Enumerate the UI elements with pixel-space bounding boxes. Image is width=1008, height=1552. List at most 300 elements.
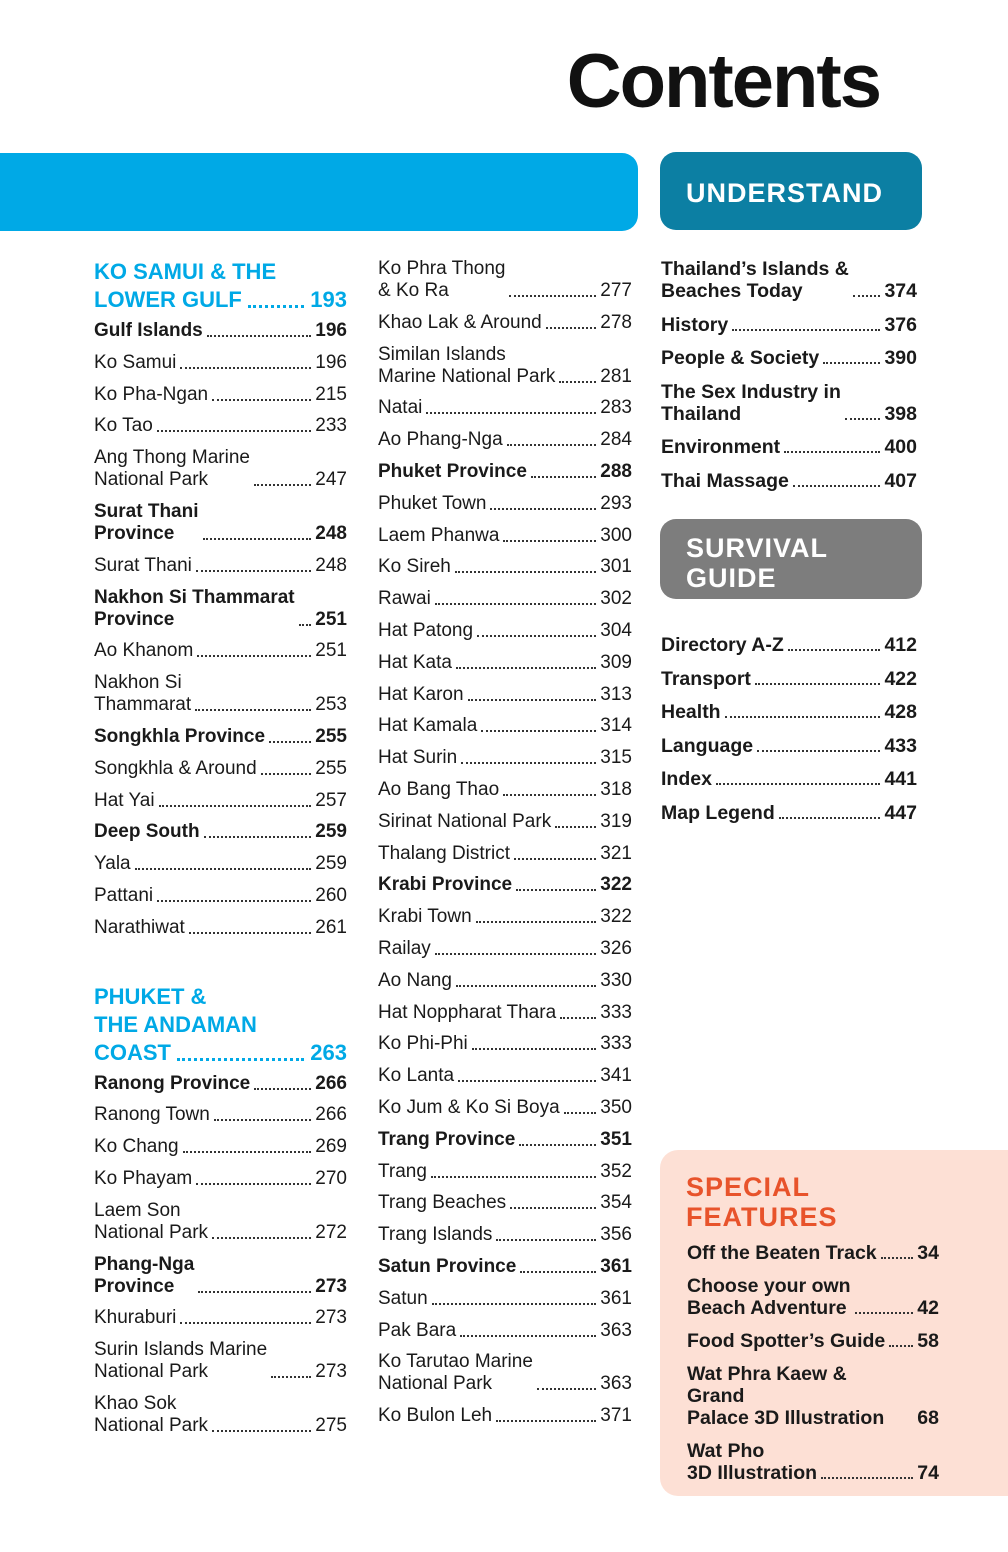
toc-page-number: 319 bbox=[600, 810, 632, 832]
dot-leader bbox=[755, 683, 881, 685]
dot-leader bbox=[510, 1207, 596, 1209]
toc-entry-title: Transport bbox=[661, 667, 751, 690]
toc-entry[interactable] bbox=[378, 779, 632, 801]
toc-entry-title: Narathiwat bbox=[94, 916, 185, 938]
toc-page-number: 196 bbox=[315, 351, 347, 373]
toc-entry-title: Health bbox=[661, 701, 721, 724]
dot-leader bbox=[537, 1388, 596, 1390]
dot-leader bbox=[435, 953, 596, 955]
toc-entry[interactable] bbox=[94, 640, 347, 662]
toc-entry[interactable] bbox=[378, 970, 632, 992]
special-features-list bbox=[687, 1242, 939, 1495]
toc-entry[interactable] bbox=[94, 1254, 347, 1298]
dot-leader bbox=[889, 1345, 913, 1347]
toc-entry[interactable] bbox=[661, 701, 917, 723]
dot-leader bbox=[853, 295, 881, 297]
toc-entry[interactable] bbox=[94, 1200, 347, 1244]
toc-entry[interactable] bbox=[378, 906, 632, 928]
toc-entry-title: Hat Kata bbox=[378, 651, 452, 673]
toc-page-number: 350 bbox=[600, 1096, 632, 1118]
toc-entry[interactable] bbox=[378, 874, 632, 896]
toc-entry-title: Similan Islands Marine National Park bbox=[378, 343, 556, 387]
toc-page-number: 318 bbox=[600, 778, 632, 800]
toc-entry[interactable] bbox=[94, 672, 347, 716]
toc-entry-title: Thalang District bbox=[378, 842, 510, 864]
toc-entry[interactable] bbox=[378, 843, 632, 865]
dot-leader bbox=[509, 295, 596, 297]
toc-entry[interactable] bbox=[378, 429, 632, 451]
section-page-number: 263 bbox=[310, 1039, 347, 1065]
dot-leader bbox=[496, 1239, 596, 1241]
toc-entry[interactable] bbox=[94, 1136, 347, 1158]
toc-page-number: 351 bbox=[600, 1128, 632, 1150]
dot-leader bbox=[196, 570, 311, 572]
toc-entry[interactable] bbox=[378, 811, 632, 833]
dot-leader bbox=[458, 1080, 596, 1082]
dot-leader bbox=[564, 1112, 597, 1114]
toc-page-number: 330 bbox=[600, 969, 632, 991]
toc-entry-title: Ao Bang Thao bbox=[378, 778, 500, 800]
toc-entry[interactable] bbox=[94, 352, 347, 374]
toc-page-number: 412 bbox=[884, 634, 917, 656]
toc-entry[interactable] bbox=[378, 1351, 632, 1395]
toc-entry-title: Ao Phang-Nga bbox=[378, 429, 503, 451]
toc-entry[interactable] bbox=[378, 258, 632, 302]
dot-leader bbox=[559, 381, 596, 383]
toc-entry-title: Ko Lanta bbox=[378, 1065, 455, 1087]
toc-entry[interactable] bbox=[94, 415, 347, 437]
dot-leader bbox=[516, 889, 596, 891]
section-heading-row bbox=[94, 1039, 347, 1067]
dot-leader bbox=[716, 783, 881, 785]
toc-page-number: 248 bbox=[315, 522, 347, 544]
toc-page-number: 322 bbox=[600, 906, 632, 928]
toc-entry-title: Laem Phanwa bbox=[378, 524, 500, 546]
toc-page-number: 441 bbox=[884, 768, 917, 791]
dot-leader bbox=[198, 1291, 311, 1293]
toc-entry[interactable] bbox=[94, 726, 347, 748]
toc-page-number: 356 bbox=[600, 1224, 632, 1246]
toc-page-number: 248 bbox=[315, 554, 347, 576]
toc-entry[interactable] bbox=[687, 1275, 939, 1319]
toc-page-number: 74 bbox=[917, 1462, 939, 1484]
toc-page-number: 275 bbox=[315, 1414, 347, 1436]
toc-page-number: 363 bbox=[600, 1319, 632, 1341]
dot-leader bbox=[845, 418, 881, 420]
toc-page-number: 322 bbox=[600, 874, 632, 896]
toc-entry[interactable] bbox=[661, 634, 917, 656]
toc-entry[interactable] bbox=[94, 1104, 347, 1126]
toc-entry[interactable] bbox=[94, 885, 347, 907]
toc-page-number: 363 bbox=[600, 1373, 632, 1395]
toc-page-number: 269 bbox=[315, 1136, 347, 1158]
toc-entry-title: Pattani bbox=[94, 884, 154, 906]
dot-leader bbox=[460, 1335, 596, 1337]
toc-page-number: 283 bbox=[600, 397, 632, 419]
toc-entry[interactable] bbox=[94, 384, 347, 406]
toc-entry[interactable] bbox=[378, 1192, 632, 1214]
dot-leader bbox=[157, 430, 311, 432]
toc-page-number: 68 bbox=[917, 1407, 939, 1429]
toc-entry[interactable] bbox=[378, 525, 632, 547]
toc-entry-title: Deep South bbox=[94, 821, 200, 843]
toc-entry[interactable] bbox=[378, 1002, 632, 1024]
toc-entry[interactable] bbox=[378, 684, 632, 706]
toc-entry-title: Phuket Town bbox=[378, 492, 487, 514]
toc-entry[interactable] bbox=[94, 1168, 347, 1190]
toc-entry-title: Krabi Town bbox=[378, 906, 472, 928]
toc-entry[interactable] bbox=[94, 917, 347, 939]
dot-leader bbox=[490, 508, 596, 510]
toc-entry[interactable] bbox=[94, 1073, 347, 1095]
dot-leader bbox=[507, 444, 597, 446]
toc-entry-title: Trang bbox=[378, 1160, 427, 1182]
toc-entry[interactable] bbox=[661, 347, 917, 369]
dot-leader bbox=[197, 655, 311, 657]
dot-leader bbox=[531, 476, 596, 478]
toc-entry[interactable] bbox=[94, 853, 347, 875]
toc-page-number: 273 bbox=[315, 1361, 347, 1383]
toc-entry[interactable] bbox=[378, 1288, 632, 1310]
toc-page-number: 361 bbox=[600, 1287, 632, 1309]
toc-entry[interactable] bbox=[378, 461, 632, 483]
toc-entry-title: Ranong Town bbox=[94, 1104, 210, 1126]
toc-entry[interactable] bbox=[661, 381, 917, 425]
toc-entry[interactable] bbox=[378, 344, 632, 388]
toc-page-number: 304 bbox=[600, 619, 632, 641]
dot-leader bbox=[725, 716, 881, 718]
dot-leader bbox=[560, 1017, 596, 1019]
dot-leader bbox=[261, 773, 312, 775]
dot-leader bbox=[477, 635, 596, 637]
toc-entry[interactable] bbox=[378, 493, 632, 515]
dot-leader bbox=[254, 1088, 311, 1090]
toc-entry-title: Surat Thani bbox=[94, 554, 192, 576]
toc-entry-title: Food Spotter’s Guide bbox=[687, 1330, 886, 1352]
dot-leader bbox=[503, 794, 596, 796]
toc-entry[interactable] bbox=[687, 1242, 939, 1264]
toc-page-number: 259 bbox=[315, 821, 347, 843]
dot-leader bbox=[196, 1183, 311, 1185]
toc-page-number: 233 bbox=[315, 415, 347, 437]
toc-entry-title: Ko Jum & Ko Si Boya bbox=[378, 1096, 560, 1118]
dot-leader bbox=[214, 1119, 311, 1121]
toc-page-number: 315 bbox=[600, 747, 632, 769]
toc-entry[interactable] bbox=[378, 1224, 632, 1246]
dot-leader bbox=[189, 932, 311, 934]
toc-entry[interactable] bbox=[378, 588, 632, 610]
toc-page-number: 428 bbox=[884, 701, 917, 724]
toc-entry[interactable] bbox=[661, 258, 917, 302]
toc-page-number: 314 bbox=[600, 715, 632, 737]
dot-leader bbox=[183, 1151, 312, 1153]
toc-entry-title: Choose your own Beach Adventure bbox=[687, 1275, 851, 1319]
toc-page-number: 447 bbox=[884, 801, 917, 824]
toc-entry[interactable] bbox=[378, 1097, 632, 1119]
toc-page-number: 266 bbox=[315, 1072, 347, 1094]
toc-entry[interactable] bbox=[378, 747, 632, 769]
toc-entry[interactable] bbox=[661, 768, 917, 790]
toc-entry[interactable] bbox=[378, 556, 632, 578]
dot-leader bbox=[455, 571, 596, 573]
toc-page-number: 251 bbox=[315, 608, 347, 630]
dot-leader bbox=[779, 817, 881, 819]
toc-entry-title: Thailand’s Islands & Beaches Today bbox=[661, 258, 849, 302]
dot-leader bbox=[732, 329, 880, 331]
dot-leader bbox=[496, 1420, 596, 1422]
toc-page-number: 300 bbox=[600, 524, 632, 546]
page-title: Contents bbox=[566, 39, 880, 124]
toc-entry[interactable] bbox=[378, 715, 632, 737]
dot-leader bbox=[180, 367, 311, 369]
toc-page-number: 390 bbox=[884, 347, 917, 370]
toc-entry[interactable] bbox=[661, 735, 917, 757]
toc-entry[interactable] bbox=[378, 397, 632, 419]
toc-page-number: 251 bbox=[315, 640, 347, 662]
toc-page-number: 58 bbox=[917, 1330, 939, 1352]
toc-entry-title: Hat Patong bbox=[378, 619, 474, 641]
toc-page-number: 333 bbox=[600, 1033, 632, 1055]
toc-entry[interactable] bbox=[378, 620, 632, 642]
toc-entry[interactable] bbox=[661, 314, 917, 336]
toc-entry-title: History bbox=[661, 313, 729, 336]
toc-entry[interactable] bbox=[94, 758, 347, 780]
toc-entry-title: People & Society bbox=[661, 347, 820, 370]
toc-page-number: 277 bbox=[600, 280, 632, 301]
toc-entry-title: Yala bbox=[94, 853, 131, 875]
toc-page-number: 42 bbox=[917, 1297, 939, 1319]
toc-entry-title: Khuraburi bbox=[94, 1307, 177, 1329]
dot-leader bbox=[503, 540, 596, 542]
toc-entry-title: Surat Thani Province bbox=[94, 500, 199, 544]
toc-page-number: 270 bbox=[315, 1167, 347, 1189]
dot-leader bbox=[461, 762, 596, 764]
toc-page-number: 398 bbox=[884, 402, 917, 425]
header-bar bbox=[0, 153, 638, 231]
toc-page-number: 273 bbox=[315, 1307, 347, 1329]
toc-page-number: 196 bbox=[315, 320, 347, 341]
toc-page-number: 301 bbox=[600, 556, 632, 578]
toc-column-2 bbox=[378, 258, 632, 1437]
dot-leader bbox=[299, 624, 312, 626]
toc-entry-title: Ko Phayam bbox=[94, 1167, 193, 1189]
toc-page-number: 433 bbox=[884, 734, 917, 757]
toc-entry[interactable] bbox=[378, 1161, 632, 1183]
toc-entry[interactable] bbox=[661, 802, 917, 824]
dot-leader bbox=[784, 451, 880, 453]
toc-page-number: 255 bbox=[315, 757, 347, 779]
dot-leader bbox=[248, 286, 304, 308]
toc-entry-title: Satun Province bbox=[378, 1255, 517, 1277]
toc-entry[interactable] bbox=[378, 1129, 632, 1151]
toc-page-number: 288 bbox=[600, 460, 632, 482]
toc-entry-title: Natai bbox=[378, 397, 423, 419]
toc-entry-title: Off the Beaten Track bbox=[687, 1242, 877, 1264]
section-heading-line: PHUKET & bbox=[94, 983, 207, 1009]
dot-leader bbox=[180, 1322, 311, 1324]
toc-entry-title: Ko Phi-Phi bbox=[378, 1033, 468, 1055]
toc-entry[interactable] bbox=[661, 436, 917, 458]
toc-page-number: 321 bbox=[600, 842, 632, 864]
toc-entry[interactable] bbox=[687, 1440, 939, 1484]
section-heading bbox=[94, 258, 347, 314]
toc-entry-title: Railay bbox=[378, 937, 431, 959]
dot-leader bbox=[519, 1144, 596, 1146]
toc-page-number: 326 bbox=[600, 937, 632, 959]
toc-entry-title: Environment bbox=[661, 436, 781, 459]
toc-page-number: 260 bbox=[315, 884, 347, 906]
toc-page-number: 354 bbox=[600, 1192, 632, 1214]
toc-entry[interactable] bbox=[94, 1339, 347, 1383]
dot-leader bbox=[207, 335, 312, 337]
dot-leader bbox=[520, 1271, 596, 1273]
dot-leader bbox=[177, 1039, 304, 1061]
toc-entry[interactable] bbox=[94, 587, 347, 631]
toc-page-number: 247 bbox=[315, 469, 347, 491]
toc-entry-title: Ko Chang bbox=[94, 1136, 179, 1158]
toc-entry-title: Thai Massage bbox=[661, 469, 789, 492]
toc-entry-title: Ko Tarutao Marine National Park bbox=[378, 1351, 533, 1395]
dot-leader bbox=[546, 327, 597, 329]
dot-leader bbox=[793, 485, 881, 487]
dot-leader bbox=[269, 741, 311, 743]
toc-entry-title: Ranong Province bbox=[94, 1072, 251, 1094]
toc-entry-title: Hat Karon bbox=[378, 683, 464, 705]
toc-entry[interactable] bbox=[94, 821, 347, 843]
toc-entry-title: Hat Yai bbox=[94, 789, 155, 811]
toc-page-number: 253 bbox=[315, 694, 347, 716]
toc-page-number: 371 bbox=[600, 1405, 632, 1427]
toc-entry-title: Surin Islands Marine National Park bbox=[94, 1339, 268, 1383]
toc-entry-title: Hat Kamala bbox=[378, 715, 478, 737]
toc-entry-title: Songkhla Province bbox=[94, 725, 266, 747]
toc-column-1 bbox=[94, 258, 347, 1447]
toc-page-number: 400 bbox=[884, 436, 917, 459]
toc-entry[interactable] bbox=[94, 790, 347, 812]
dot-leader bbox=[468, 699, 597, 701]
toc-entry-title: Khao Sok National Park bbox=[94, 1392, 209, 1436]
special-features-heading: SPECIAL FEATURES bbox=[686, 1172, 838, 1232]
toc-entry-title: Ao Nang bbox=[378, 969, 452, 991]
toc-page-number: 34 bbox=[917, 1242, 939, 1264]
dot-leader bbox=[157, 900, 311, 902]
toc-page-number: 361 bbox=[600, 1255, 632, 1277]
toc-entry[interactable] bbox=[94, 1393, 347, 1437]
toc-entry[interactable] bbox=[94, 320, 347, 342]
dot-leader bbox=[212, 1237, 311, 1239]
toc-entry[interactable] bbox=[661, 470, 917, 492]
dot-leader bbox=[271, 1376, 311, 1378]
section-heading-row bbox=[94, 286, 347, 314]
toc-entry[interactable] bbox=[378, 1405, 632, 1427]
dot-leader bbox=[456, 985, 596, 987]
toc-page-number: 407 bbox=[884, 469, 917, 492]
dot-leader bbox=[203, 538, 312, 540]
toc-entry-title: Index bbox=[661, 768, 712, 791]
toc-entry[interactable] bbox=[378, 1256, 632, 1278]
survival-guide-heading: SURVIVAL GUIDE bbox=[660, 519, 922, 599]
toc-entry[interactable] bbox=[378, 652, 632, 674]
toc-page-number: 422 bbox=[884, 667, 917, 690]
toc-entry-title: Rawai bbox=[378, 588, 431, 610]
toc-page-number: 313 bbox=[600, 683, 632, 705]
dot-leader bbox=[821, 1477, 913, 1479]
toc-page-number: 341 bbox=[600, 1065, 632, 1087]
toc-entry-title: Nakhon Si Thammarat Province bbox=[94, 586, 295, 630]
toc-entry-title: Sirinat National Park bbox=[378, 810, 552, 832]
toc-entry[interactable] bbox=[94, 555, 347, 577]
understand-list bbox=[661, 258, 917, 504]
survival-list bbox=[661, 634, 917, 836]
section-heading-line: THE ANDAMAN bbox=[94, 1011, 257, 1037]
dot-leader bbox=[555, 826, 596, 828]
section-page-number: 193 bbox=[310, 287, 347, 312]
dot-leader bbox=[881, 1257, 914, 1259]
toc-entry[interactable] bbox=[378, 1065, 632, 1087]
toc-entry-title: Nakhon Si Thammarat bbox=[94, 672, 192, 716]
toc-entry[interactable] bbox=[687, 1363, 939, 1429]
dot-leader bbox=[432, 1303, 597, 1305]
dot-leader bbox=[204, 836, 312, 838]
dot-leader bbox=[159, 805, 312, 807]
toc-page-number: 352 bbox=[600, 1160, 632, 1182]
toc-page-number: 257 bbox=[315, 789, 347, 811]
section-heading-last-line: LOWER GULF bbox=[94, 287, 242, 312]
toc-entry[interactable] bbox=[378, 938, 632, 960]
toc-entry[interactable] bbox=[94, 447, 347, 491]
toc-entry-title: Trang Province bbox=[378, 1128, 516, 1150]
toc-entry-title: Ko Pha-Ngan bbox=[94, 383, 209, 405]
toc-page-number: 281 bbox=[600, 365, 632, 387]
toc-entry[interactable] bbox=[661, 668, 917, 690]
toc-page-number: 278 bbox=[600, 311, 632, 333]
dot-leader bbox=[456, 667, 596, 669]
toc-entry[interactable] bbox=[378, 312, 632, 334]
toc-entry-title: Ko Phra Thong & Ko Ra bbox=[378, 258, 506, 301]
toc-entry-title: Gulf Islands bbox=[94, 320, 203, 341]
dot-leader bbox=[514, 858, 596, 860]
dot-leader bbox=[195, 709, 311, 711]
toc-entry-title: Language bbox=[661, 734, 754, 757]
toc-entry-title: Trang Islands bbox=[378, 1224, 493, 1246]
dot-leader bbox=[254, 484, 311, 486]
toc-page-number: 374 bbox=[884, 280, 917, 302]
section-heading bbox=[94, 983, 347, 1067]
dot-leader bbox=[472, 1048, 597, 1050]
dot-leader bbox=[212, 1430, 311, 1432]
toc-entry-title: Krabi Province bbox=[378, 874, 513, 896]
toc-entry-title: Phuket Province bbox=[378, 460, 527, 482]
toc-entry-title: Hat Noppharat Thara bbox=[378, 1001, 557, 1023]
toc-entry[interactable] bbox=[378, 1033, 632, 1055]
toc-entry[interactable] bbox=[94, 501, 347, 545]
toc-entry-title: Phang-Nga Province bbox=[94, 1253, 195, 1297]
section-heading-line: KO SAMUI & THE bbox=[94, 259, 277, 284]
toc-page-number: 272 bbox=[315, 1221, 347, 1243]
toc-page-number: 302 bbox=[600, 588, 632, 610]
toc-page-number: 309 bbox=[600, 651, 632, 673]
toc-page-number: 259 bbox=[315, 853, 347, 875]
toc-entry[interactable] bbox=[94, 1307, 347, 1329]
toc-entry-title: Ko Sireh bbox=[378, 556, 451, 578]
toc-entry-title: Laem Son National Park bbox=[94, 1199, 209, 1243]
dot-leader bbox=[823, 362, 880, 364]
toc-entry-title: Ao Khanom bbox=[94, 640, 194, 662]
toc-entry[interactable] bbox=[687, 1330, 939, 1352]
toc-entry[interactable] bbox=[378, 1320, 632, 1342]
dot-leader bbox=[212, 399, 311, 401]
toc-entry-title: Directory A-Z bbox=[661, 634, 784, 656]
